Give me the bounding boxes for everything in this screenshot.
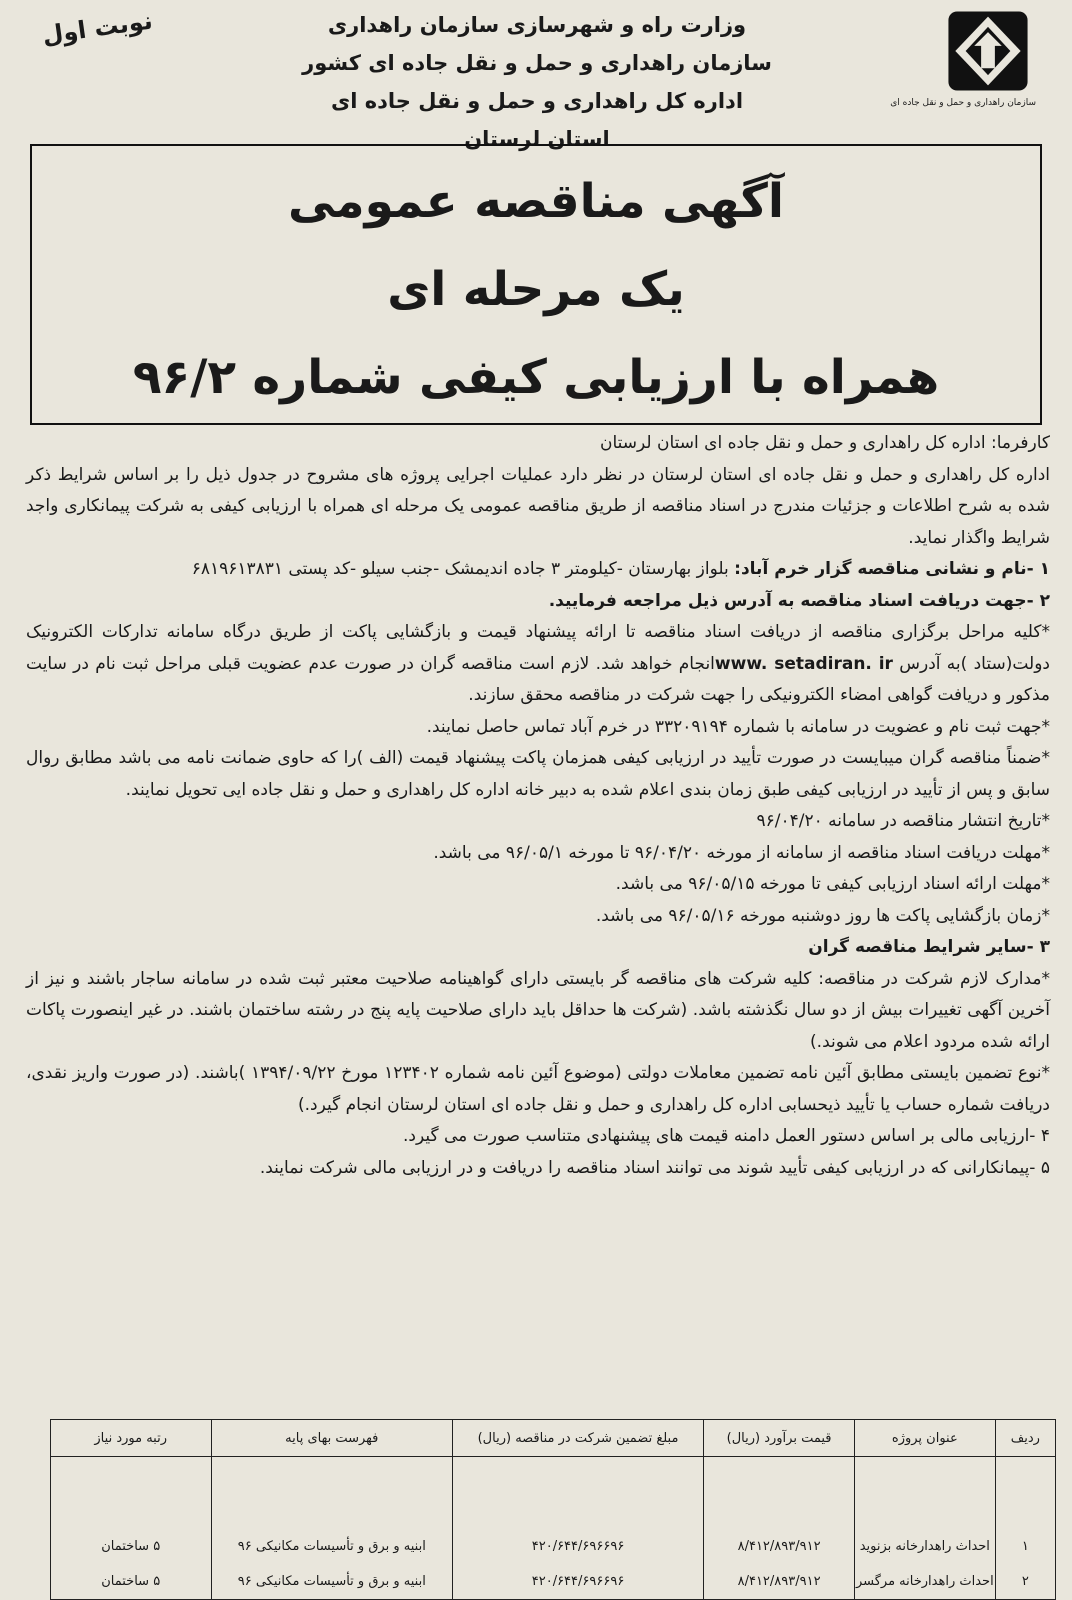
cell-base-price-list: ابنیه و برق و تأسیسات مکانیکی ۹۶ [211,1564,452,1600]
title-box [30,144,1042,425]
road-emblem-icon [945,8,1031,94]
logo-caption: سازمان راهداری و حمل و نقل جاده ای [890,98,1036,108]
col-header-row-number: ردیف [995,1420,1055,1457]
employer-line: کارفرما: اداره کل راهداری و حمل و نقل جاده ای استان لرستان [600,433,1050,453]
item-5: ۵ -پیمانکارانی که در ارزیابی کیفی تأیید شوند می توانند اسناد مناقصه را دریافت و در ارزیابی مالی شرکت نمایند. [259,1157,1050,1178]
setad-url-link[interactable]: www. setadiran. ir [714,653,893,674]
cell-row-number: ۲ [995,1564,1055,1600]
item-2-heading: ۲ -جهت دریافت اسناد مناقصه به آدرس ذیل مراجعه فرمایید. [548,590,1050,611]
organization-names [302,6,772,158]
item-1-address: بلواز بهارستان -کیلومتر ۳ جاده اندیمشک -جنب سیلو -کد پستی ۶۸۱۹۶۱۳۸۳۱ [191,559,735,579]
item-2-text-b: انجام خواهد شد. لازم است مناقصه گران در صورت عدم عضویت قبلی مراحل ثبت نام در سایت مذکور و دریافت گواهی امضاء الکترونیکی را جهت شرکت در مناقصه محقق سازند. [26,653,1050,705]
cell-required-grade: ۵ ساختمان [101,1574,161,1589]
title-line-2: یک مرحله ای [387,262,685,317]
item-3-paragraph-1: *مدارک لازم شرکت در مناقصه: کلیه شرکت های مناقصه گر بایستی دارای گواهینامه صلاحیت معتبر ثبت شده در سامانه ساجار باشند و نیز از آخرین آگهی تغییرات بیش از دو سال نگذشته باشد. (شرکت ها حداقل باید دارای صلاحیت پایه پنج در رشته ساختمان باشند. در غیر اینصورت پاکات ارائه شده مردود اعلام می شوند.) [26,968,1050,1052]
opening-date: *زمان بازگشایی پاکت ها روز دوشنبه مورخه ۹۶/۰۵/۱۶ می باشد. [595,905,1050,926]
ad-header [14,0,1058,151]
item-3-paragraph-2: *نوع تضمین بایستی مطابق آئین نامه تضمین معاملات دولتی (موضوع آئین نامه شماره ۱۲۳۴۰۲ مورخ ۱۳۹۴/۰۹/۲۲ )باشند. (در صورت واریز نقدی، دریافت شماره حساب یا تأیید ذیحسابی اداره کل راهداری و حمل و نقل جاده ای استان لرستان انجام گیرد.) [26,1063,1050,1115]
col-header-estimated-price: قیمت برآورد (ریال) [704,1420,855,1457]
cell-estimated-price: ۸/۴۱۲/۸۹۳/۹۱۲ [704,1529,855,1564]
intro-paragraph: اداره کل راهداری و حمل و نقل جاده ای استان لرستان در نظر دارد عملیات اجرایی پروژه های مشروح در جدول ذیل را بر اساس شرایط ذکر شده به شرح اطلاعات و جزئیات مندرج در اسناد مناقصه از طریق مناقصه عمومی یک مرحله ای همراه با ارزیابی کیفی به شرکت پیمانکاری واجد شرایط واگذار نماید. [26,464,1050,548]
title-line-1: آگهی مناقصه عمومی [287,174,784,229]
table-row [50,1564,1055,1600]
ad-body [26,428,1050,1184]
col-header-required-grade: رتبه مورد نیاز [50,1420,211,1457]
title-line-3: همراه با ارزیابی کیفی شماره ۹۶/۲ [132,350,940,405]
cell-project-title: احداث راهدارخانه بزنوید [854,1529,995,1564]
projects-table [50,1419,1056,1600]
item-4: ۴ -ارزیابی مالی بر اساس دستور العمل دامنه قیمت های پیشنهادی متناسب صورت می گیرد. [403,1126,1050,1146]
item-2-text-a: *کلیه مراحل برگزاری مناقصه از دریافت اسناد مناقصه تا ارائه پیشنهاد قیمت و بازگشایی پاکت از طریق درگاه سامانه تدارکات الکترونیک دولت(ستاد )به آدرس [26,622,1050,674]
quality-docs-deadline: *مهلت ارائه اسناد ارزیابی کیفی تا مورخه ۹۶/۰۵/۱۵ می باشد. [615,874,1050,894]
cell-estimated-price: ۸/۴۱۲/۸۹۳/۹۱۲ [704,1564,855,1600]
publish-date: *تاریخ انتشار مناقصه در سامانه ۹۶/۰۴/۲۰ [756,811,1050,831]
document-deadline: *مهلت دریافت اسناد مناقصه از سامانه از مورخه ۹۶/۰۴/۲۰ تا مورخه ۹۶/۰۵/۱ می باشد. [433,842,1050,863]
org-line-3: اداره کل راهداری و حمل و نقل جاده ای استان لرستان [330,89,744,151]
item-1 [26,554,1050,586]
cell-base-price-list: ابنیه و برق و تأسیسات مکانیکی ۹۶ [211,1529,452,1564]
cell-project-title: احداث راهدارخانه مرگسر [854,1564,995,1600]
table-spacer-row [50,1457,1055,1530]
organization-logo [890,8,1036,126]
org-line-1: وزارت راه و شهرسازی سازمان راهداری [327,13,747,37]
item-3-heading: ۳ -سایر شرایط مناقصه گران [808,937,1050,957]
cell-required-grade: ۵ ساختمان [101,1539,161,1554]
item-2-paragraph-2: *جهت ثبت نام و عضویت در سامانه با شماره ۳۳۲۰۹۱۹۴ در خرم آباد تماس حاصل نمایند. [426,716,1050,737]
item-2-paragraph-1 [26,617,1050,712]
publication-round-label: نوبت اول [40,6,155,50]
cell-guarantee-amount: ۴۲۰/۶۴۴/۶۹۶۶۹۶ [452,1564,703,1600]
cell-guarantee-amount: ۴۲۰/۶۴۴/۶۹۶۶۹۶ [452,1529,703,1564]
col-header-guarantee-amount: مبلغ تضمین شرکت در مناقصه (ریال) [452,1420,703,1457]
table-header-row [50,1420,1055,1457]
cell-row-number: ۱ [995,1529,1055,1564]
table-row [50,1529,1055,1564]
org-line-2: سازمان راهداری و حمل و نقل جاده ای کشور [302,51,772,75]
col-header-base-price-list: فهرست بهای پایه [211,1420,452,1457]
item-2-paragraph-3: *ضمناً مناقصه گران میبایست در صورت تأیید در ارزیابی کیفی همزمان پاکت پیشنهاد قیمت (الف )را که حاوی ضمانت نامه می باشد مطابق روال سابق و پس از تأیید در ارزیابی کیفی طبق زمان بندی اعلام شده به دبیر خانه اداره کل راهداری و حمل و نقل جاده ایی تحویل نمایند. [26,748,1050,800]
item-1-label: ۱ -نام و نشانی مناقصه گزار خرم آباد: [734,559,1050,579]
col-header-project-title: عنوان پروژه [854,1420,995,1457]
